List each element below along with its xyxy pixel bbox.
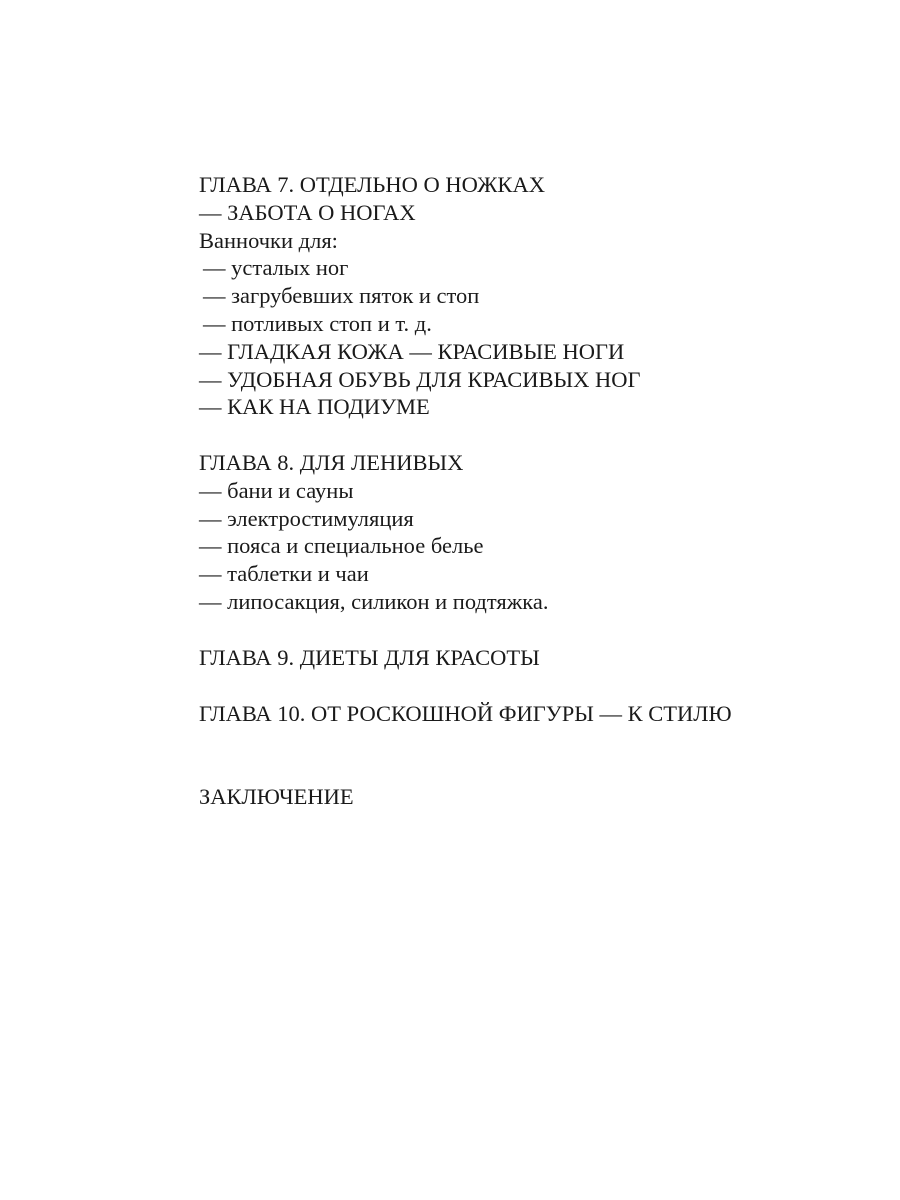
chapter-7-subitem: — загрубевших пяток и стоп bbox=[203, 283, 480, 309]
chapter-7-item: — КАК НА ПОДИУМЕ bbox=[199, 394, 430, 420]
chapter-9-section bbox=[199, 644, 759, 672]
conclusion-title: ЗАКЛЮЧЕНИЕ bbox=[199, 784, 354, 809]
chapter-7-subitem: — усталых ног bbox=[203, 255, 349, 281]
conclusion-section bbox=[199, 783, 759, 811]
chapter-8-item: — электростимуляция bbox=[199, 505, 414, 531]
chapter-7-item: — УДОБНАЯ ОБУВЬ ДЛЯ КРАСИВЫХ НОГ bbox=[199, 366, 641, 392]
chapter-8-section bbox=[199, 449, 759, 616]
chapter-7-title: ГЛАВА 7. ОТДЕЛЬНО О НОЖКАХ bbox=[199, 172, 545, 197]
chapter-7-subitem: — потливых стоп и т. д. bbox=[203, 310, 432, 336]
chapter-7-item: — ГЛАДКАЯ КОЖА — КРАСИВЫЕ НОГИ bbox=[199, 338, 625, 364]
chapter-7-section bbox=[199, 171, 759, 421]
chapter-8-item: — пояса и специальное белье bbox=[199, 533, 484, 559]
chapter-7-item: — ЗАБОТА О НОГАХ bbox=[199, 199, 416, 225]
chapter-10-title: ГЛАВА 10. ОТ РОСКОШНОЙ ФИГУРЫ — К СТИЛЮ bbox=[199, 701, 732, 726]
chapter-8-item: — таблетки и чаи bbox=[199, 561, 369, 587]
chapter-7-item: Ванночки для: bbox=[199, 227, 338, 253]
chapter-8-title: ГЛАВА 8. ДЛЯ ЛЕНИВЫХ bbox=[199, 450, 464, 475]
chapter-8-item: — бани и сауны bbox=[199, 477, 354, 503]
chapter-9-title: ГЛАВА 9. ДИЕТЫ ДЛЯ КРАСОТЫ bbox=[199, 645, 540, 670]
chapter-8-item: — липосакция, силикон и подтяжка. bbox=[199, 588, 549, 614]
